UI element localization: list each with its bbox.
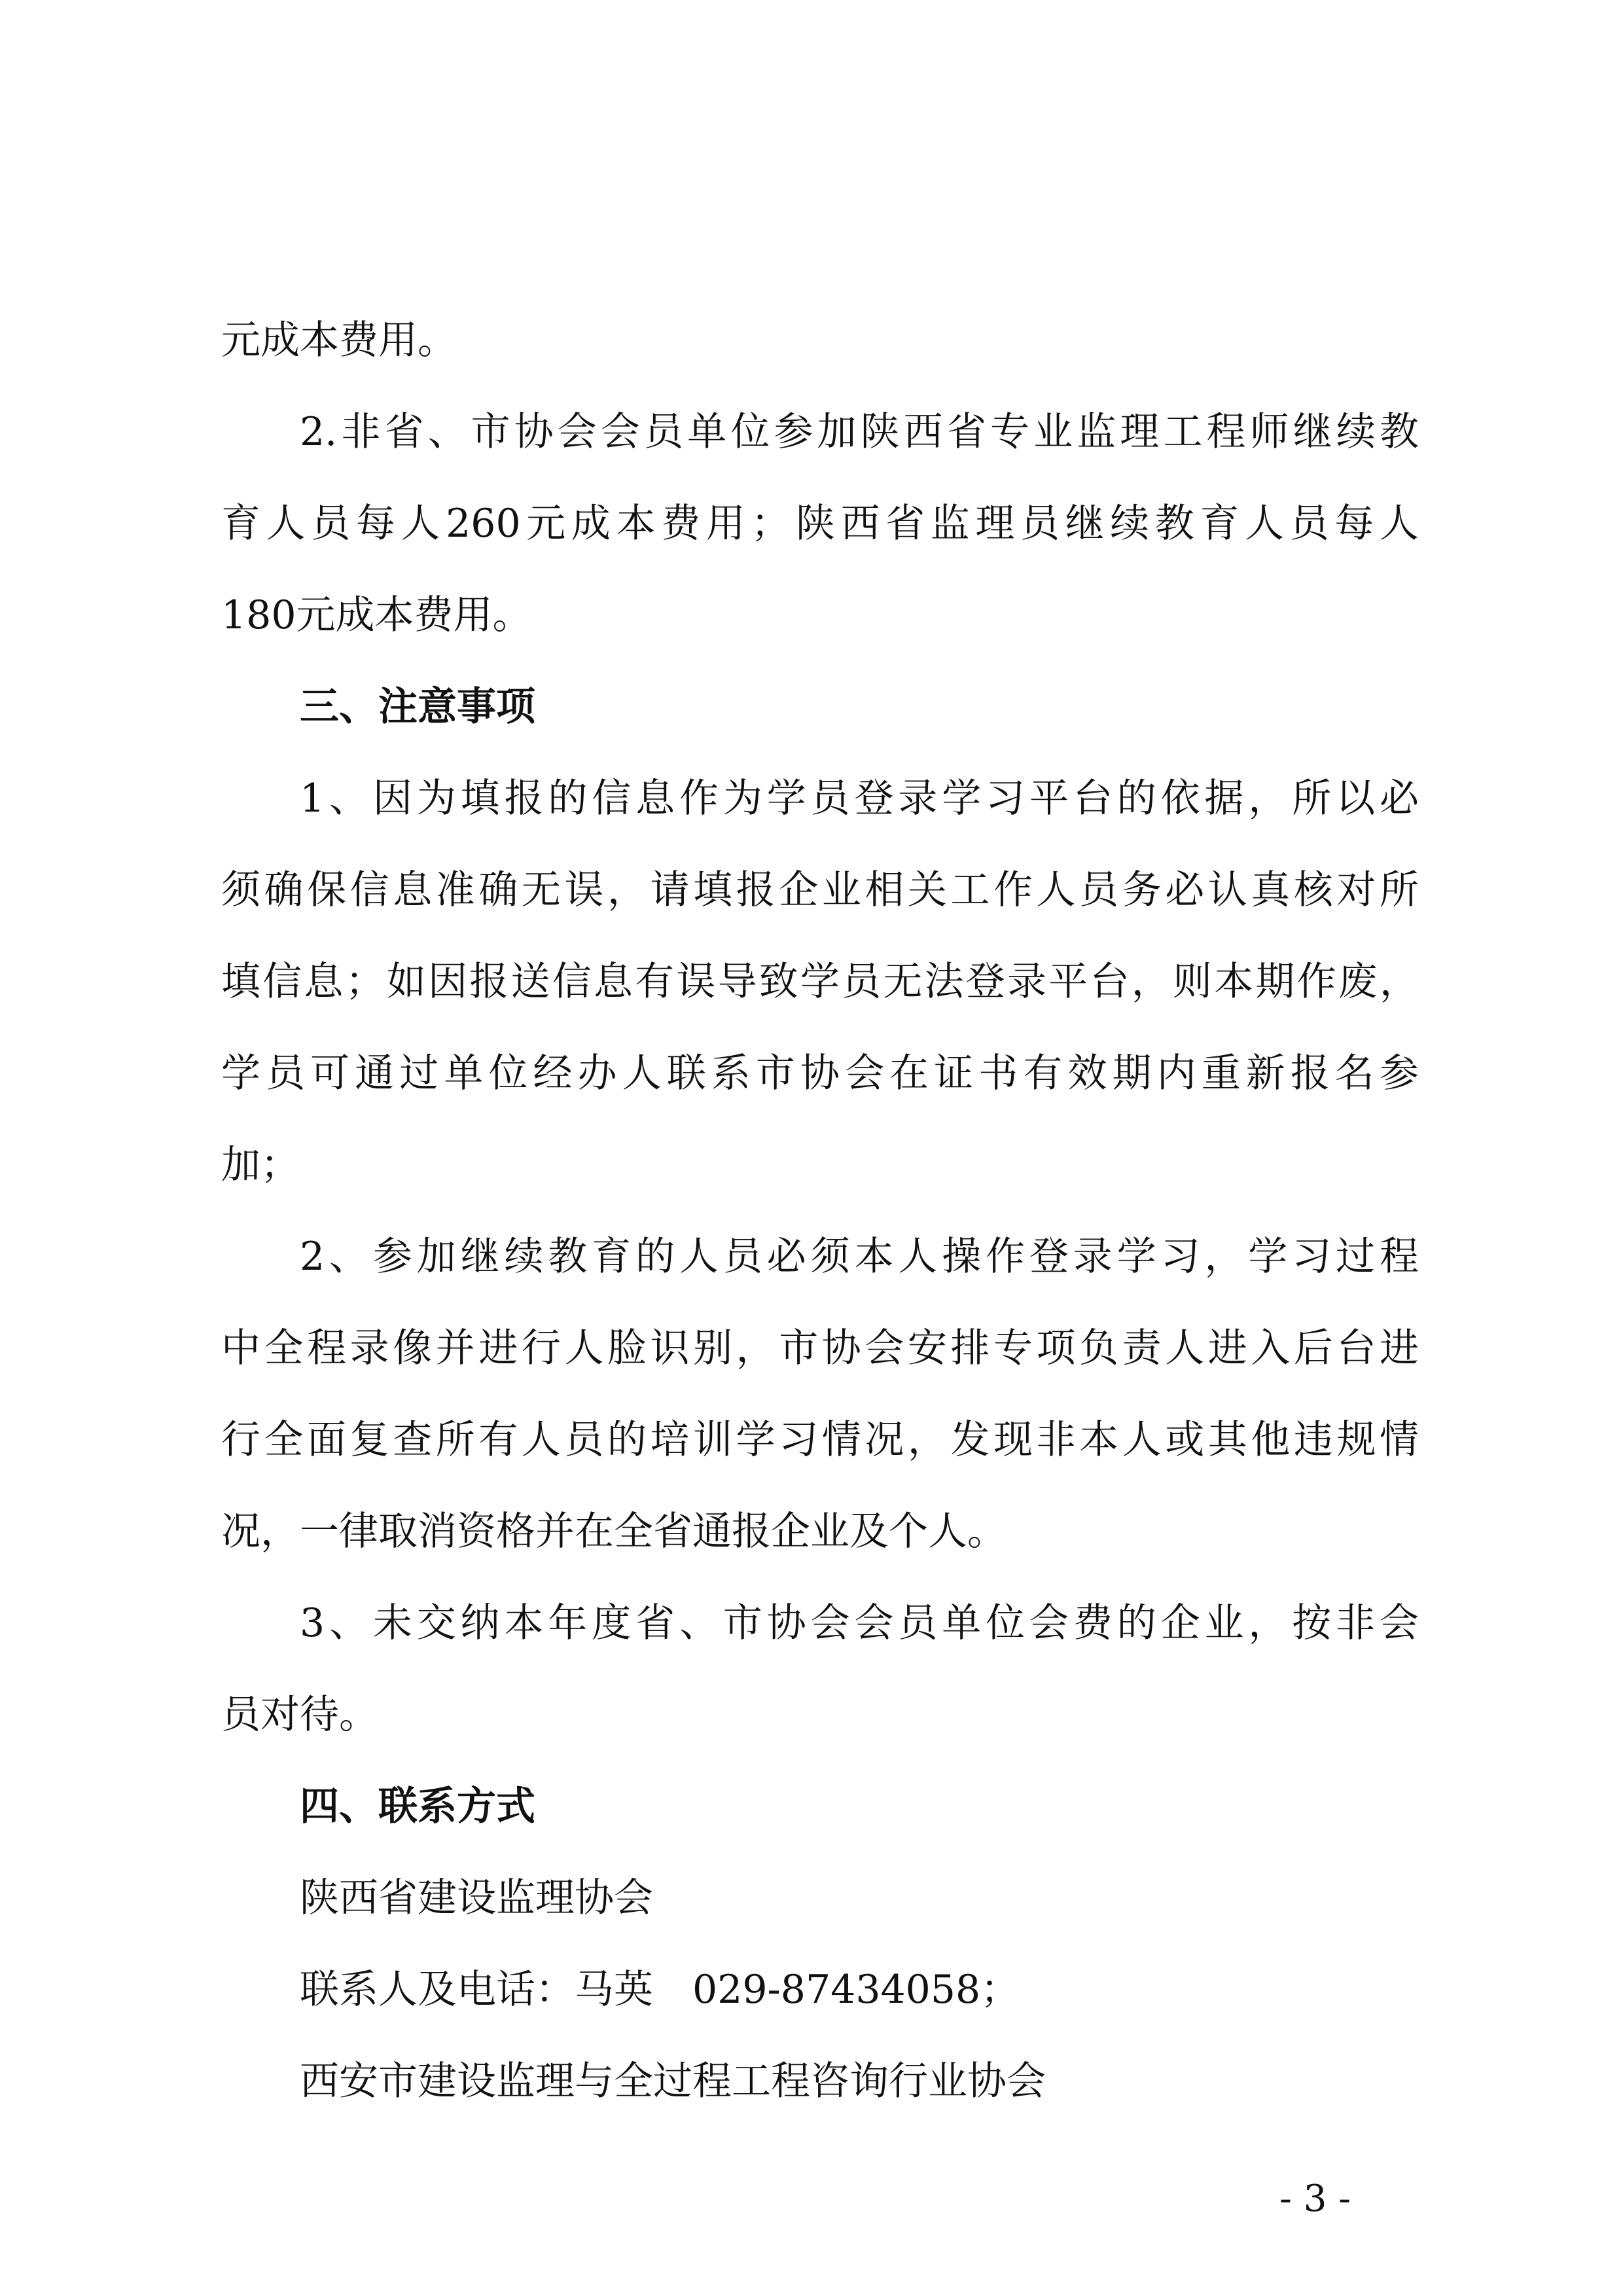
text-line-note2-1: 2、参加继续教育的人员必须本人操作登录学习，学习过程: [300, 1234, 1419, 1280]
text-line-note2-4: 况，一律取消资格并在全省通报企业及个人。: [221, 1509, 1007, 1554]
contact-org-city: 西安市建设监理与全过程工程咨询行业协会: [300, 2058, 1046, 2104]
text-line-note3-1: 3、未交纳本年度省、市协会会员单位会费的企业，按非会: [300, 1600, 1419, 1646]
text-line-note1-3: 填信息；如因报送信息有误导致学员无法登录平台，则本期作废，: [221, 959, 1419, 1005]
contact-person-phone: 联系人及电话：马英 029-87434058；: [300, 1967, 1020, 2013]
contact-org-provincial: 陕西省建设监理协会: [300, 1875, 653, 1921]
text-line-note3-2: 员对待。: [221, 1692, 378, 1738]
text-line-note1-4: 学员可通过单位经办人联系市协会在证书有效期内重新报名参: [221, 1050, 1419, 1096]
text-line-nonmember-fee-1: 2.非省、市协会会员单位参加陕西省专业监理工程师继续教: [300, 409, 1419, 455]
text-line-cost-end: 元成本费用。: [221, 317, 457, 363]
text-line-nonmember-fee-2: 育人员每人260元成本费用；陕西省监理员继续教育人员每人: [221, 501, 1419, 547]
section-heading-notes: 三、注意事项: [300, 684, 535, 730]
section-heading-contact: 四、联系方式: [300, 1784, 535, 1829]
text-line-note1-1: 1、因为填报的信息作为学员登录学习平台的依据，所以必: [300, 776, 1419, 821]
text-line-note1-5: 加；: [221, 1142, 300, 1188]
text-line-note1-2: 须确保信息准确无误，请填报企业相关工作人员务必认真核对所: [221, 867, 1419, 913]
text-line-note2-3: 行全面复查所有人员的培训学习情况，发现非本人或其他违规情: [221, 1417, 1419, 1463]
text-line-nonmember-fee-3: 180元成本费用。: [221, 592, 532, 638]
page-number: - 3 -: [1279, 2178, 1351, 2220]
text-line-note2-2: 中全程录像并进行人脸识别，市协会安排专项负责人进入后台进: [221, 1325, 1419, 1371]
